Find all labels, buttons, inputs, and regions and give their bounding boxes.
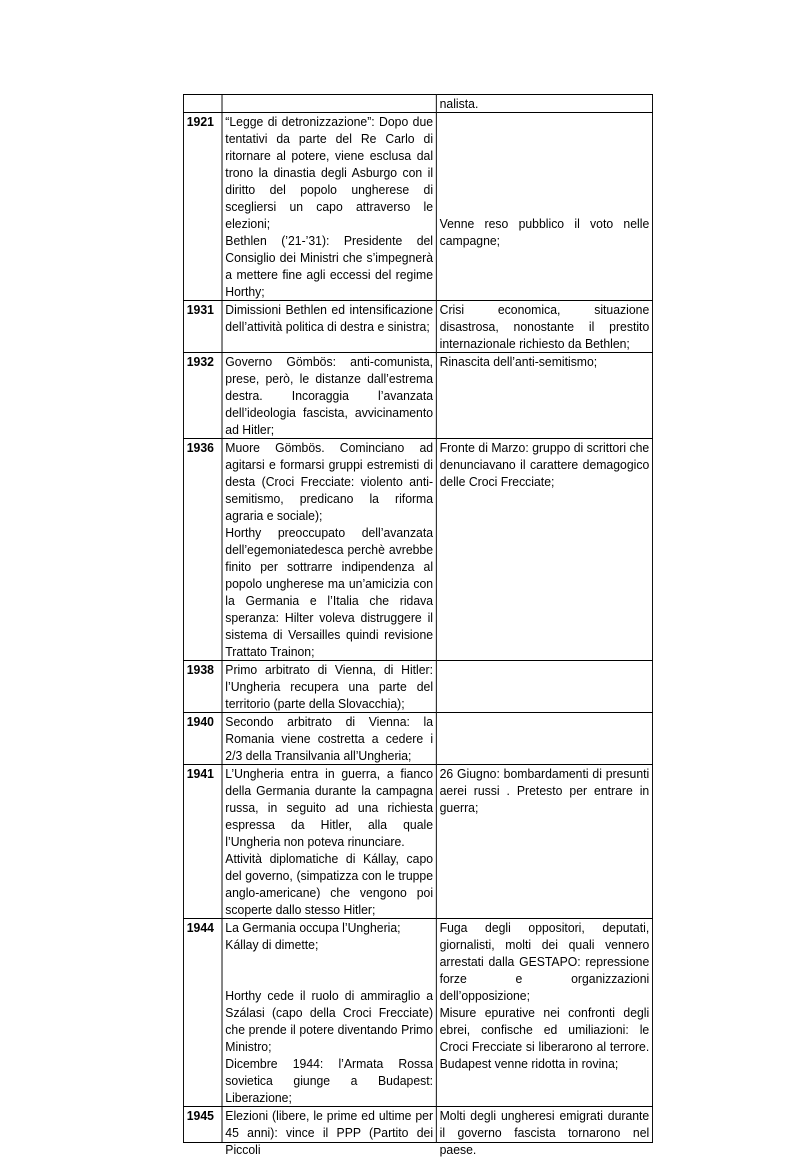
event-text: Bethlen (’21-’31): Presidente del Consiglio dei Ministri che s’impegnerà a mettere fine agli eccessi del regime Horthy; xyxy=(225,233,434,299)
event-text: Kállay di dimette; xyxy=(225,937,319,952)
notes-cell xyxy=(436,919,652,1107)
year-cell: 1931 xyxy=(183,301,222,353)
event-text: Muore Gömbös. Cominciano ad agitarsi e formarsi gruppi estremisti di desta (Croci Frecciate: violento anti-semitismo, predicano la riforma agraria e sociale); xyxy=(225,440,434,523)
event-text: Elezioni (libere, le prime ed ultime per 45 anni): vince il PPP (Partito dei Piccoli xyxy=(225,1108,434,1157)
year-cell: 1936 xyxy=(183,439,222,661)
year-cell: 1944 xyxy=(183,919,222,1107)
events-cell xyxy=(222,113,436,301)
events-cell xyxy=(222,1107,436,1157)
event-text: Dimissioni Bethlen ed intensificazione dell’attività politica di destra e sinistra; xyxy=(225,302,434,334)
events-cell xyxy=(222,713,436,765)
event-text: Attività diplomatiche di Kállay, capo del governo, (simpatizza con le truppe anglo-americane) che vengono poi scoperte dallo stesso Hitler; xyxy=(225,851,434,917)
events-cell xyxy=(222,95,436,113)
year-cell: 1940 xyxy=(183,713,222,765)
event-text: Secondo arbitrato di Vienna: la Romania viene costretta a cedere i 2/3 della Transilvania all’Ungheria; xyxy=(225,714,434,763)
event-text: “Legge di detronizzazione”: Dopo due tentativi da parte del Re Carlo di ritornare al potere, viene esclusa dal trono la dinastia degli Asburgo con il diritto del popolo ungherese di scegliersi un capo attraverso le elezioni; xyxy=(225,114,434,231)
year-cell: 1921 xyxy=(183,113,222,301)
note-text: nalista. xyxy=(439,96,479,111)
history-timeline-table xyxy=(183,94,653,1157)
table-row xyxy=(183,439,652,661)
table-row xyxy=(183,1107,652,1143)
year-cell: 1932 xyxy=(183,353,222,439)
event-text: Primo arbitrato di Vienna, di Hitler: l’Ungheria recupera una parte del territorio (parte della Slovacchia); xyxy=(225,662,434,711)
table-row xyxy=(183,765,652,919)
year-cell xyxy=(183,95,222,113)
note-text: Fuga degli oppositori, deputati, giornalisti, molti dei quali vennero arrestati dalla GESTAPO: repressione forze e organizzazioni dell’opposizione; xyxy=(439,920,650,1003)
note-text: Fronte di Marzo: gruppo di scrittori che denunciavano il carattere demagogico delle Croci Frecciate; xyxy=(439,440,650,489)
year-cell: 1941 xyxy=(183,765,222,919)
table-row xyxy=(183,919,652,1107)
note-text: Misure epurative nei confronti degli ebrei, confische ed umiliazioni: le Croci Frecciate si liberarono al terrore. Budapest venne ridotta in rovina; xyxy=(439,1005,650,1071)
event-text: Governo Gömbös: anti-comunista, prese, però, le distanze dall’estrema destra. Incoraggia l’avanzata dell’ideologia fascista, avvicinamento ad Hitler; xyxy=(225,354,434,437)
table-row xyxy=(183,113,652,301)
table-row xyxy=(183,95,652,113)
table-row xyxy=(183,713,652,765)
events-cell xyxy=(222,661,436,713)
note-text: Venne reso pubblico il voto nelle campagne; xyxy=(439,216,650,248)
note-text: Crisi economica, situazione disastrosa, nonostante il prestito internazionale richiesto da Bethlen; xyxy=(439,302,650,351)
year-cell: 1945 xyxy=(183,1107,222,1143)
event-text: Dicembre 1944: l’Armata Rossa sovietica giunge a Budapest: Liberazione; xyxy=(225,1056,434,1105)
table-row xyxy=(183,353,652,439)
notes-cell xyxy=(436,439,652,661)
notes-cell xyxy=(436,713,652,765)
event-text: L’Ungheria entra in guerra, a fianco della Germania durante la campagna russa, in seguito ad una richiesta espressa da Hitler, alla quale l’Ungheria non poteva rinunciare. xyxy=(225,766,434,849)
events-cell xyxy=(222,439,436,661)
events-cell xyxy=(222,765,436,919)
events-cell xyxy=(222,353,436,439)
note-text: Rinascita dell’anti-semitismo; xyxy=(439,354,598,369)
note-text: 26 Giugno: bombardamenti di presunti aerei russi . Pretesto per entrare in guerra; xyxy=(439,766,650,815)
event-text: Horthy cede il ruolo di ammiraglio a Szálasi (capo della Croci Frecciate) che prende il potere diventando Primo Ministro; xyxy=(225,988,434,1054)
notes-cell xyxy=(436,113,652,301)
table-row xyxy=(183,301,652,353)
notes-cell xyxy=(436,353,652,439)
event-text: La Germania occupa l’Ungheria; xyxy=(225,920,401,935)
events-cell xyxy=(222,301,436,353)
notes-cell xyxy=(436,301,652,353)
note-text: Molti degli ungheresi emigrati durante il governo fascista tornarono nel paese. xyxy=(439,1108,650,1157)
events-cell xyxy=(222,919,436,1107)
event-text: Horthy preoccupato dell’avanzata dell’egemoniatedesca perchè avrebbe finito per sottrarre indipendenza al popolo ungherese ma un’amicizia con la Germania e l’Italia che ridava speranza: Hilter voleva distruggere il sistema di Versailles quindi revisione Trattato Trainon; xyxy=(225,525,434,659)
notes-cell xyxy=(436,1107,652,1157)
table-row xyxy=(183,661,652,713)
notes-cell xyxy=(436,95,652,113)
year-cell: 1938 xyxy=(183,661,222,713)
notes-cell xyxy=(436,765,652,919)
notes-cell xyxy=(436,661,652,713)
